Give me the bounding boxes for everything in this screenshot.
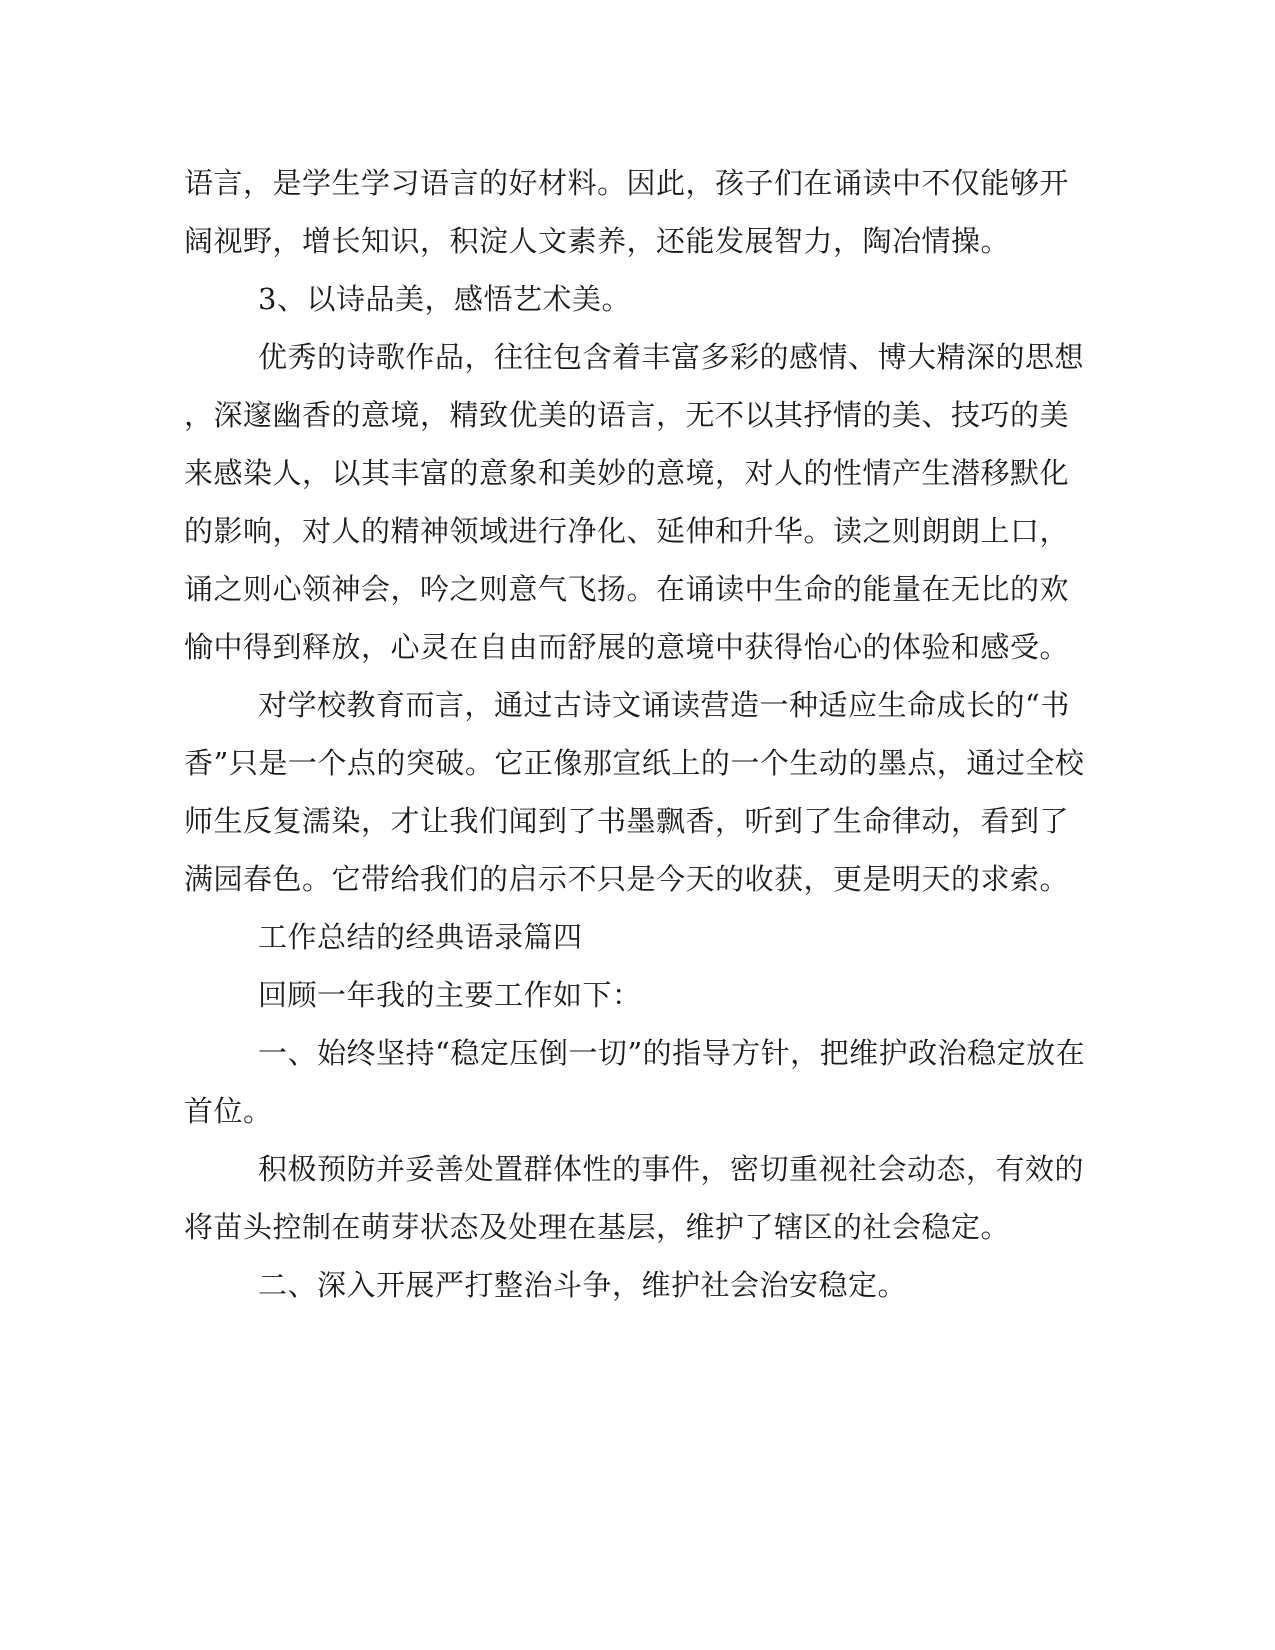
paragraph-line: 积极预防并妥善处置群体性的事件，密切重视社会动态，有效的 — [258, 1152, 1085, 1186]
paragraph-line: 语言，是学生学习语言的好材料。因此，孩子们在诵读中不仅能够开 — [184, 166, 1070, 200]
paragraph-line: 诵之则心领神会，吟之则意气飞扬。在诵读中生命的能量在无比的欢 — [184, 572, 1070, 606]
paragraph-line: 将苗头控制在萌芽状态及处理在基层，维护了辖区的社会稳定。 — [184, 1210, 1011, 1244]
paragraph-line: ，深邃幽香的意境，精致优美的语言，无不以其抒情的美、技巧的美 — [184, 398, 1070, 432]
paragraph-line: 回顾一年我的主要工作如下： — [258, 978, 642, 1012]
paragraph-line: 对学校教育而言，通过古诗文诵读营造一种适应生命成长的“书 — [258, 688, 1070, 722]
section-heading: 二、深入开展严打整治斗争，维护社会治安稳定。 — [258, 1268, 908, 1302]
paragraph-line: 愉中得到释放，心灵在自由而舒展的意境中获得怡心的体验和感受。 — [184, 630, 1070, 664]
paragraph-line: 的影响，对人的精神领域进行净化、延伸和升华。读之则朗朗上口， — [184, 514, 1070, 548]
paragraph-line: 优秀的诗歌作品，往往包含着丰富多彩的感情、博大精深的思想 — [258, 340, 1085, 374]
paragraph-line: 阔视野，增长知识，积淀人文素养，还能发展智力，陶冶情操。 — [184, 224, 1011, 258]
paragraph-line: 师生反复濡染，才让我们闻到了书墨飘香，听到了生命律动，看到了 — [184, 804, 1070, 838]
paragraph-line: 香”只是一个点的突破。它正像那宣纸上的一个生动的墨点，通过全校 — [184, 746, 1085, 780]
section-heading: 3、以诗品美，感悟艺术美。 — [258, 282, 631, 316]
paragraph-line: 来感染人，以其丰富的意象和美妙的意境，对人的性情产生潜移默化 — [184, 456, 1070, 490]
section-heading: 一、始终坚持“稳定压倒一切”的指导方针，把维护政治稳定放在 — [258, 1036, 1086, 1070]
section-title: 工作总结的经典语录篇四 — [258, 920, 583, 954]
paragraph-line: 首位。 — [184, 1094, 273, 1128]
paragraph-line: 满园春色。它带给我们的启示不只是今天的收获，更是明天的求索。 — [184, 862, 1070, 896]
